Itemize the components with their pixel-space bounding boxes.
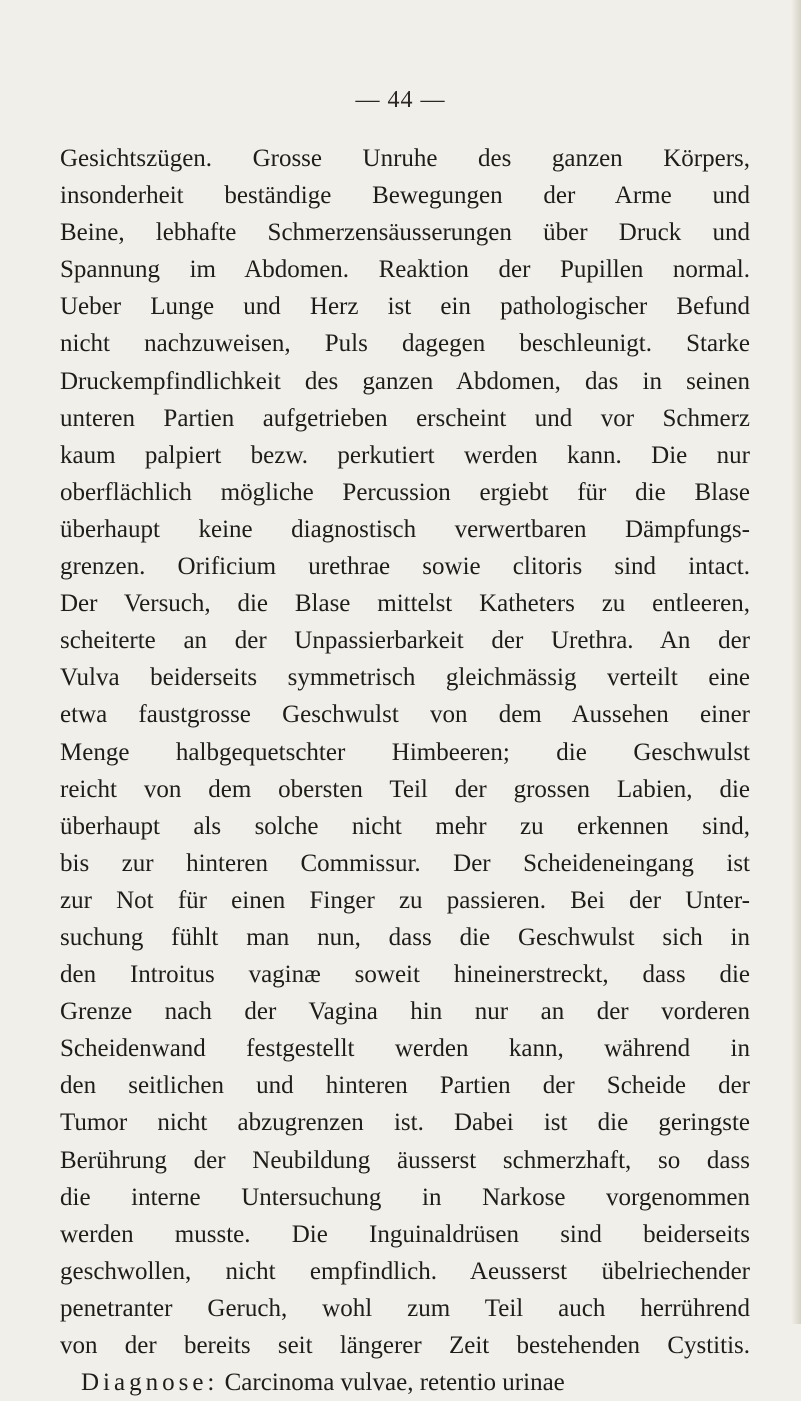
text-line: Berührung der Neubildung äusserst schmerzhaft, so dass [60,1146,750,1174]
text-line: scheiterte an der Unpassierbarkeit der Urethra. An der [60,627,750,655]
text-line: von der bereits seit längerer Zeit bestehenden Cystitis. [60,1332,750,1359]
text-line: bis zur hinteren Commissur. Der Scheideneingang ist [60,849,750,877]
text-line: Gesichtszügen. Grosse Unruhe des ganzen Körpers, [60,145,750,172]
text-line: Spannung im Abdomen. Reaktion der Pupillen normal. [60,256,750,284]
text-line: den seitlichen und hinteren Partien der Scheide der [60,1072,750,1100]
text-line: Grenze nach der Vagina hin nur an der vorderen [60,998,750,1026]
diagnosis-label: Diagnose: [81,1369,219,1397]
text-line: die interne Untersuchung in Narkose vorgenommen [60,1183,750,1211]
text-line: geschwollen, nicht empfindlich. Aeusserst übelriechender [60,1257,750,1285]
page-number: — 44 — [355,87,446,113]
text-line: Menge halbgequetschter Himbeeren; die Geschwulst [60,738,750,766]
text-line: grenzen. Orificium urethrae sowie clitoris sind intact. [60,553,750,581]
text-line: penetranter Geruch, wohl zum Teil auch herrührend [60,1294,750,1322]
text-line: insonderheit beständige Bewegungen der Arme und [60,182,750,210]
text-line: Vulva beiderseits symmetrisch gleichmässig verteilt eine [60,664,750,692]
diagnosis-line [60,1364,750,1401]
text-line: Beine, lebhafte Schmerzensäusserungen über Druck und [60,219,750,247]
body-text [60,140,750,1401]
text-line: überhaupt keine diagnostisch verwertbaren Dämpfungs- [60,515,750,543]
text-line: den Introitus vaginæ soweit hineinerstreckt, dass die [60,961,750,989]
text-line: unteren Partien aufgetrieben erscheint und vor Schmerz [60,404,750,432]
text-line: etwa faustgrosse Geschwulst von dem Aussehen einer [60,701,750,729]
text-line: überhaupt als solche nicht mehr zu erkennen sind, [60,812,750,840]
text-line: nicht nachzuweisen, Puls dagegen beschleunigt. Starke [60,330,750,358]
text-line: suchung fühlt man nun, dass die Geschwulst sich in [60,923,750,951]
text-line: werden musste. Die Inguinaldrüsen sind beiderseits [60,1220,750,1248]
text-line: zur Not für einen Finger zu passieren. Bei der Unter- [60,886,750,914]
text-line: Ueber Lunge und Herz ist ein pathologischer Befund [60,293,750,321]
text-line: Scheidenwand festgestellt werden kann, während in [60,1035,750,1063]
text-line: oberflächlich mögliche Percussion ergiebt für die Blase [60,478,750,506]
diagnosis-text: Carcinoma vulvae, retentio urinae [224,1369,565,1397]
text-line: Der Versuch, die Blase mittelst Katheters zu entleeren, [60,590,750,618]
page-edge-shadow [791,0,801,1324]
text-line: Tumor nicht abzugrenzen ist. Dabei ist die geringste [60,1109,750,1137]
text-line: Druckempfindlichkeit des ganzen Abdomen, das in seinen [60,367,750,395]
text-line: reicht von dem obersten Teil der grossen Labien, die [60,775,750,803]
text-line: kaum palpiert bezw. perkutiert werden kann. Die nur [60,441,750,469]
